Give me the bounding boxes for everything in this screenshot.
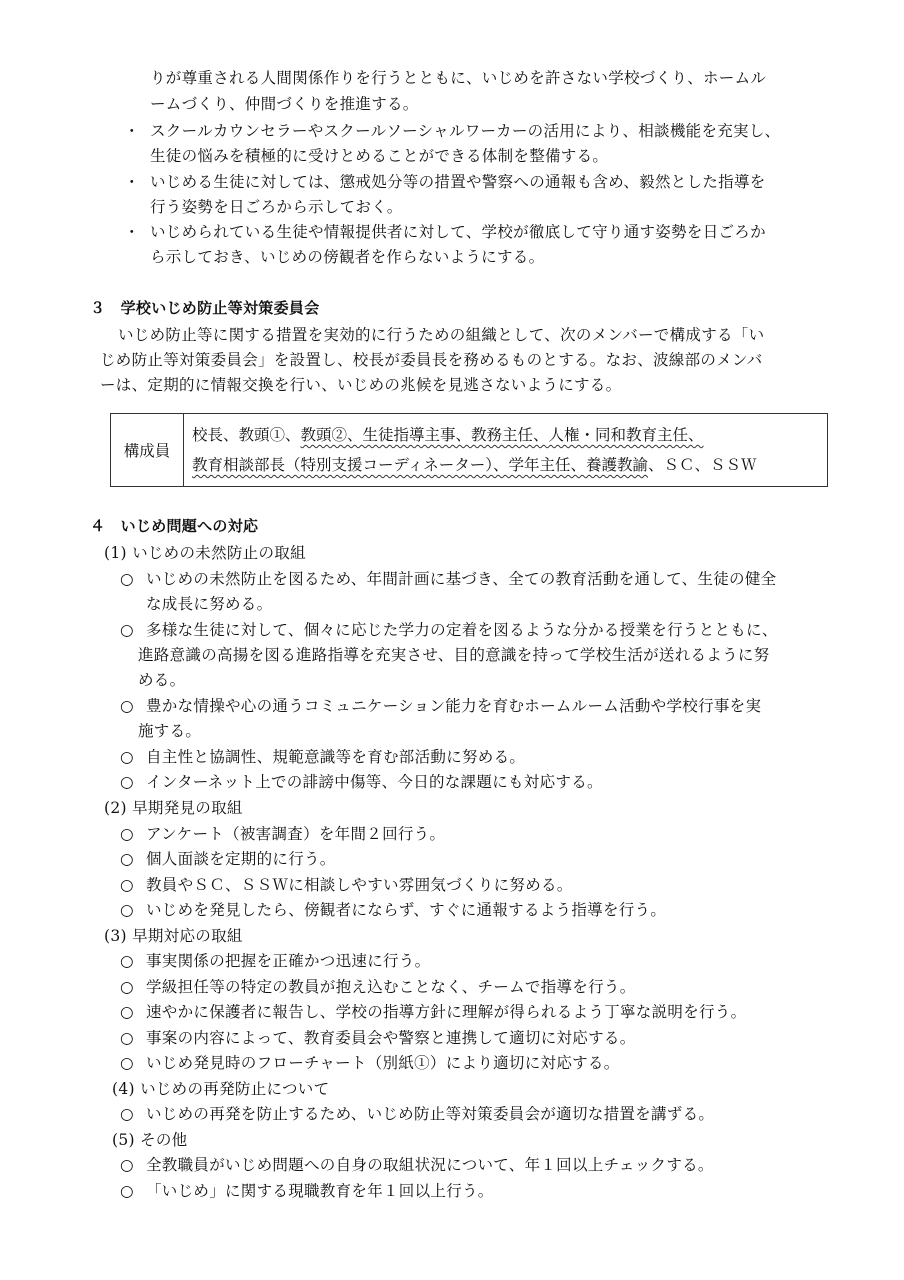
circle-mark: ○ xyxy=(120,978,134,996)
intro-continuation-line: ームづくり、仲間づくりを推進する。 xyxy=(150,95,419,113)
subsection-title: (5) その他 xyxy=(112,1131,188,1149)
subsection-title: (1) いじめの未然防止の取組 xyxy=(104,544,306,562)
section-paragraph-line: じめ防止等対策委員会」を設置し、校長が委員長を務めるものとする。なお、波線部のメンバ xyxy=(100,351,763,369)
item-text: いじめの再発を防止するため、いじめ防止等対策委員会が適切な措置を講ずる。 xyxy=(146,1105,715,1123)
circle-mark: ○ xyxy=(120,748,134,766)
intro-continuation-line: りが尊重される人間関係作りを行うとともに、いじめを許さない学校づくり、ホームル xyxy=(150,69,767,87)
circle-mark: ○ xyxy=(120,570,134,588)
circle-mark: ○ xyxy=(120,901,134,919)
item-text: 事実関係の把握を正確かつ迅速に行う。 xyxy=(146,952,431,970)
item-text: 学級担任等の特定の教員が抱え込むことなく、チームで指導を行う。 xyxy=(146,978,636,996)
item-text: 「いじめ」に関する現職教育を年１回以上行う。 xyxy=(146,1182,494,1200)
item-text: アンケート（被害調査）を年間２回行う。 xyxy=(146,825,446,843)
item-text: める。 xyxy=(138,671,186,689)
item-text: インターネット上での誹謗中傷等、今日的な課題にも対応する。 xyxy=(146,773,603,791)
circle-mark: ○ xyxy=(120,1182,134,1200)
item-text: 施する。 xyxy=(138,722,202,740)
bullet-text: いじめる生徒に対しては、懲戒処分等の措置や警察への通報も含め、毅然とした指導を xyxy=(150,173,766,191)
members-wavy: 教頭②、生徒指導主事、教務主任、人権・同和教育主任、 xyxy=(300,426,704,444)
members-plain: 校長、教頭①、 xyxy=(192,426,301,444)
item-text: 全教職員がいじめ問題への自身の取組状況について、年１回以上チェックする。 xyxy=(146,1156,714,1174)
bullet-text: 生徒の悩みを積極的に受けとめることができる体制を整備する。 xyxy=(150,147,609,165)
section-heading: ３ 学校いじめ防止等対策委員会 xyxy=(90,299,320,317)
item-text: 自主性と協調性、規範意識等を育む部活動に努める。 xyxy=(146,748,526,766)
section-paragraph-line: いじめ防止等に関する措置を実効的に行うための組織として、次のメンバーで構成する「い xyxy=(118,326,765,344)
circle-mark: ○ xyxy=(120,697,134,715)
item-text: 事案の内容によって、教育委員会や警察と連携して適切に対応する。 xyxy=(146,1029,636,1047)
item-text: 多様な生徒に対して、個々に応じた学力の定着を図るような分かる授業を行うとともに、 xyxy=(146,621,778,639)
subsection-title: (4) いじめの再発防止について xyxy=(112,1080,330,1098)
item-text: いじめ発見時のフローチャート（別紙①）により適切に対応する。 xyxy=(146,1054,620,1072)
section-heading: ４ いじめ問題への対応 xyxy=(90,517,259,535)
section-paragraph-line: ーは、定期的に情報交換を行い、いじめの兆候を見逃さないようにする。 xyxy=(100,376,622,394)
members-row xyxy=(192,450,827,480)
subsection-title: (2) 早期発見の取組 xyxy=(104,799,243,817)
circle-mark: ○ xyxy=(120,876,134,894)
bullet-text: スクールカウンセラーやスクールソーシャルワーカーの活用により、相談機能を充実し、 xyxy=(150,122,781,140)
circle-mark: ○ xyxy=(120,1105,134,1123)
item-text: 個人面談を定期的に行う。 xyxy=(146,850,336,868)
bullet-text: ら示しておき、いじめの傍観者を作らないようにする。 xyxy=(150,248,545,266)
item-text: 豊かな情操や心の通うコミュニケーション能力を育むホームルーム活動や学校行事を実 xyxy=(146,697,762,715)
item-text: 教員やＳＣ、ＳＳＷに相談しやすい雰囲気づくりに努める。 xyxy=(146,876,573,894)
members-wavy: 教育相談部長（特別支援コーディネーター）、学年主任、養護教諭 xyxy=(192,456,649,474)
members-label: 構成員 xyxy=(111,414,184,487)
committee-members-table xyxy=(110,413,828,487)
circle-mark: ○ xyxy=(120,825,134,843)
members-list xyxy=(184,414,828,487)
bullet-text: いじめられている生徒や情報提供者に対して、学校が徹底して守り通す姿勢を日ごろか xyxy=(150,223,766,241)
item-text: 進路意識の高揚を図る進路指導を充実させ、目的意識を持って学校生活が送れるように努 xyxy=(138,646,770,664)
circle-mark: ○ xyxy=(120,621,134,639)
bullet-mark: ・ xyxy=(124,173,140,191)
item-text: いじめを発見したら、傍観者にならず、すぐに通報するよう指導を行う。 xyxy=(146,901,667,919)
item-text: 速やかに保護者に報告し、学校の指導方針に理解が得られるよう丁寧な説明を行う。 xyxy=(146,1003,747,1021)
circle-mark: ○ xyxy=(120,773,134,791)
bullet-mark: ・ xyxy=(124,223,140,241)
members-row xyxy=(192,420,827,450)
members-plain: 、ＳＣ、ＳＳＷ xyxy=(648,456,757,474)
circle-mark: ○ xyxy=(120,1156,134,1174)
item-text: いじめの未然防止を図るため、年間計画に基づき、全ての教育活動を通して、生徒の健全 xyxy=(146,570,777,588)
subsection-title: (3) 早期対応の取組 xyxy=(104,927,243,945)
item-text: な成長に努める。 xyxy=(146,595,273,613)
circle-mark: ○ xyxy=(120,1029,134,1047)
bullet-mark: ・ xyxy=(124,122,140,140)
bullet-text: 行う姿勢を日ごろから示しておく。 xyxy=(150,198,403,216)
circle-mark: ○ xyxy=(120,1003,134,1021)
circle-mark: ○ xyxy=(120,1054,134,1072)
circle-mark: ○ xyxy=(120,952,134,970)
circle-mark: ○ xyxy=(120,850,134,868)
